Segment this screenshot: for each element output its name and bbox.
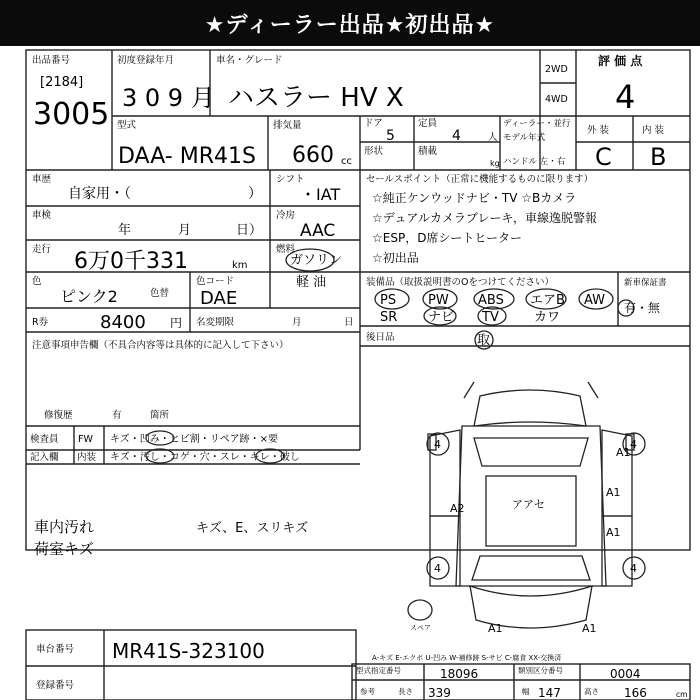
model-year-label: モデル年式 <box>503 133 546 143</box>
transfer-label: 名変期限 <box>196 317 235 328</box>
width-value: 147 <box>538 686 561 700</box>
inspection-label: 車検 <box>32 210 52 221</box>
aircon-label: 冷房 <box>276 210 296 221</box>
mileage-label: 走行 <box>32 244 52 255</box>
lot-label: 出品番号 <box>32 55 71 66</box>
equip-aw: AW <box>584 293 606 308</box>
ext-label: 外 装 <box>587 125 610 136</box>
displacement-label: 排気量 <box>273 120 302 131</box>
transfer-month: 月 <box>292 317 302 328</box>
first-reg-label: 初度登録年月 <box>117 55 175 66</box>
mark-a1-right2: A1 <box>606 526 621 539</box>
notes-header: 注意事項申告欄（不具合内容等は具体的に記入して下さい） <box>32 340 289 351</box>
dealer-col-label: ディーラー・並行 <box>503 119 571 129</box>
width-label: 幅 <box>522 687 530 696</box>
doors-label: ドア <box>364 118 383 129</box>
load-unit: kg <box>490 159 500 168</box>
shape-label: 形状 <box>364 146 384 157</box>
mileage-value: 6万0千331 <box>74 249 188 274</box>
equip-sr: SR <box>380 310 398 325</box>
usage-value: 自家用・（ <box>68 186 131 202</box>
registration-label: 登録番号 <box>36 680 75 691</box>
mark-a2-left: A2 <box>450 502 465 515</box>
roof-mark: アアセ <box>512 498 545 511</box>
inspection-month: 月 <box>178 223 192 238</box>
color-label: 色 <box>32 276 42 287</box>
equip-pw: PW <box>428 293 449 308</box>
chassis-label: 車台番号 <box>36 644 75 655</box>
legend-row2: キズ・汚し・コゲ・穴・スレ・キレ・破し <box>110 452 300 463</box>
inspection-day: 日） <box>236 223 263 238</box>
length-value: 339 <box>428 686 451 700</box>
legend-fw: FW <box>78 434 93 445</box>
repair-place: 箇所 <box>150 410 170 421</box>
auction-sheet <box>0 46 700 700</box>
header-banner <box>0 0 700 46</box>
equip-abs: ABS <box>478 293 504 308</box>
legend-naiso: 内装 <box>77 452 97 463</box>
equip-airbag: エアB <box>530 293 565 308</box>
rear-seat-label: 後日品 <box>366 332 395 343</box>
height-value: 166 <box>624 686 647 700</box>
legend-inspector: 検査員 <box>30 434 59 445</box>
hand-note-2: 荷室キズ <box>34 540 94 558</box>
aircon-value: AAC <box>300 221 336 241</box>
score-value: 4 <box>615 78 636 116</box>
banner-text: ★ディーラー出品★初出品★ <box>204 12 496 38</box>
first-reg-value: 3 0 9 月 <box>122 84 215 112</box>
repair-value: 有 <box>112 410 122 421</box>
displacement-value: 660 <box>292 143 334 168</box>
shift-value: ・IAT <box>300 185 341 204</box>
mark-a1-right: A1 <box>606 486 621 499</box>
chassis-value: MR41S-323100 <box>112 639 265 663</box>
legend-row1: キズ・凹み・ヒビ割・リペア跡・×要 <box>110 434 278 445</box>
sales-point-1: ☆純正ケンウッドナビ・TV ☆Bカメラ <box>372 191 577 205</box>
rear-seat-value: 取 <box>477 333 491 348</box>
ref-label: 参考 <box>360 687 375 696</box>
lot-number: 3005 <box>33 97 110 132</box>
tire-fr: 4 <box>630 438 637 451</box>
drive-2wd: 2WD <box>545 64 568 75</box>
int-label: 内 装 <box>642 125 665 136</box>
car-name-label: 車名・グレード <box>216 55 283 66</box>
tire-rr: 4 <box>630 562 637 575</box>
height-label: 高さ <box>584 687 599 696</box>
usage-close: ） <box>248 186 262 202</box>
int-value: B <box>650 143 667 171</box>
equipment-header: 装備品（取扱説明書のOをつけてください） <box>366 277 554 288</box>
hand-note-right: キズ、E、スリキズ <box>196 521 309 536</box>
recycle-value: 8400 <box>100 312 146 333</box>
spare-label: スペア <box>410 624 431 632</box>
score-label: 評 価 点 <box>598 54 643 68</box>
length-label: 長さ <box>398 687 413 696</box>
displacement-unit: cc <box>341 156 352 167</box>
sales-point-2: ☆デュアルカメラブレーキ，車線逸脱警報 <box>372 211 597 225</box>
handle-label: ハンドル 左・右 <box>503 157 566 167</box>
model-spec-value: 18096 <box>440 667 479 681</box>
mark-a1-br: A1 <box>582 622 597 635</box>
equip-navi: ナビ <box>428 310 455 325</box>
fuel-diesel: 軽 油 <box>296 275 327 290</box>
damage-key: A-キズ E-エクボ U-凹み W-補修跡 S-サビ C-腐食 XX-交換済 <box>372 654 562 662</box>
doors-value: 5 <box>386 128 395 144</box>
capacity-unit: 人 <box>488 132 498 143</box>
transfer-day: 日 <box>344 317 354 328</box>
tire-rl: 4 <box>434 562 441 575</box>
equip-ps: PS <box>380 293 397 308</box>
equip-leather: カワ <box>534 310 561 325</box>
legend-entry: 記入欄 <box>30 452 59 463</box>
manual-value: 有・無 <box>624 301 661 315</box>
mileage-unit: km <box>232 260 248 271</box>
color-code-value: DAE <box>200 288 238 309</box>
model-spec-label: 型式指定番号 <box>356 666 401 675</box>
sales-points-header: セールスポイント（正常に機能するものに限ります） <box>366 174 594 185</box>
usage-label: 車歴 <box>32 174 52 185</box>
mark-a1-bl: A1 <box>488 622 503 635</box>
fuel-gasoline: ガソリン <box>290 253 343 268</box>
drive-4wd: 4WD <box>545 94 568 105</box>
model-value: DAA- MR41S <box>118 144 256 169</box>
capacity-label: 定員 <box>418 118 438 129</box>
model-label: 型式 <box>117 120 137 131</box>
sales-point-4: ☆初出品 <box>372 251 419 265</box>
fuel-label: 燃料 <box>276 244 296 255</box>
recycle-unit: 円 <box>170 316 183 330</box>
hand-note-1: 車内汚れ <box>34 518 95 536</box>
inspection-year: 年 <box>118 223 132 238</box>
color-value: ピンク2 <box>60 287 118 306</box>
color-code-label: 色コード <box>196 276 235 287</box>
ext-value: C <box>595 143 612 171</box>
mark-u1: A1 <box>616 446 631 459</box>
manual-label: 新車保証書 <box>624 278 667 288</box>
lot-code: [2184] <box>40 75 84 90</box>
category-label: 類別区分番号 <box>518 666 563 675</box>
recycle-label: R券 <box>32 317 49 328</box>
category-value: 0004 <box>610 667 641 681</box>
color-change-label: 色替 <box>150 288 170 299</box>
capacity-value: 4 <box>452 128 461 144</box>
shift-label: シフト <box>276 174 305 185</box>
repair-label: 修復歴 <box>44 410 73 421</box>
sales-point-3: ☆ESP，D席シートヒーター <box>372 231 522 245</box>
equip-tv: TV <box>482 310 499 325</box>
load-label: 積載 <box>418 146 438 157</box>
tire-fl: 4 <box>434 438 441 451</box>
car-name-value: ハスラー HV X <box>228 83 404 113</box>
spec-unit: cm <box>676 690 688 699</box>
